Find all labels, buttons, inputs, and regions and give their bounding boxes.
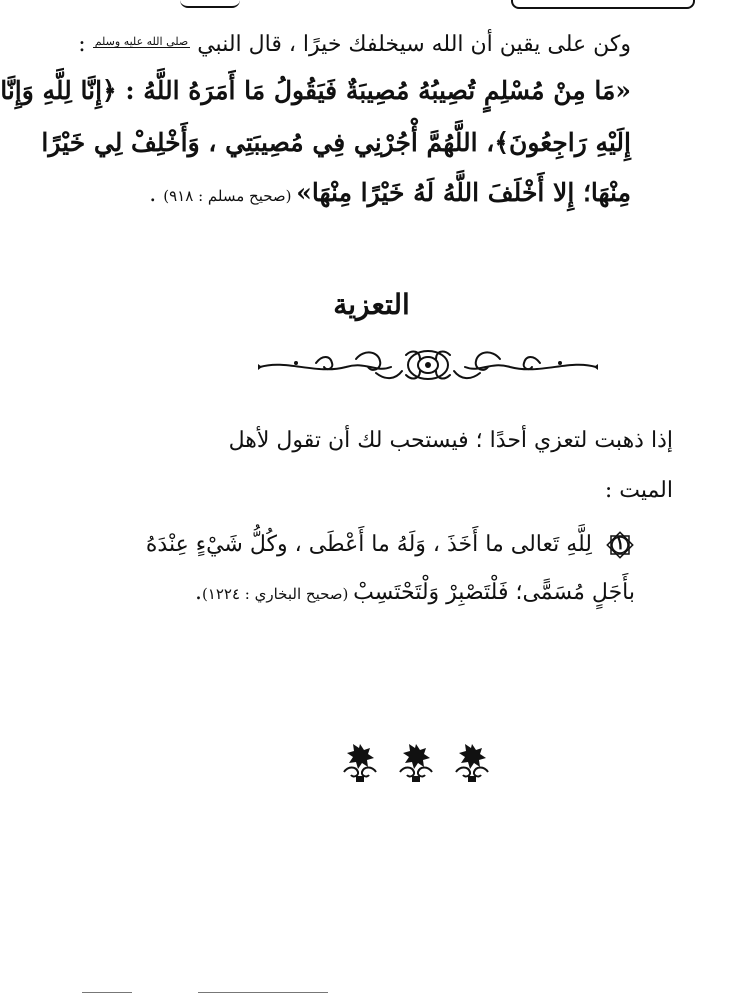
decorative-divider-icon	[256, 345, 600, 385]
condolence-line-1: إذا ذهبت لتعزي أحدًا ؛ فيستحب لك أن تقول لأهل	[228, 428, 673, 453]
intro-colon: :	[78, 32, 86, 57]
end-period: .	[149, 182, 164, 207]
intro-line	[78, 32, 631, 57]
hadith-paragraph	[0, 32, 631, 222]
floral-end-ornament-icon	[338, 742, 494, 784]
dua-text-2: بأَجَلٍ مُسَمًّى؛ فَلْتَصْبِرْ وَلْتَحْتَسِبْ	[353, 580, 635, 605]
octagram-number-badge-icon	[605, 530, 635, 560]
source-reference: (صحيح البخاري : ١٢٢٤)	[201, 585, 354, 603]
page-header-frame	[511, 0, 695, 9]
condolence-dua	[15, 530, 635, 630]
hadith-line-1: «مَا مِنْ مُسْلِمٍ تُصِيبُهُ مُصِيبَةٌ فَيَقُولُ مَا أَمَرَهُ اللَّهُ : ﴿إِنَّا لِلَّهِ وَإِنَّا	[0, 76, 631, 105]
honorific-sign: صلى الله عليه وسلم	[94, 35, 189, 48]
intro-text: وكن على يقين أن الله سيخلفك خيرًا ، قال النبي	[197, 32, 631, 57]
section-heading: التعزية	[333, 288, 410, 321]
condolence-intro	[33, 428, 673, 518]
dua-line-2	[195, 580, 635, 605]
source-reference: (صحيح مسلم : ٩١٨)	[163, 187, 297, 205]
page-edge-mark	[180, 0, 240, 8]
footer-rule	[198, 992, 328, 993]
hadith-line-2: إِلَيْهِ رَاجِعُونَ﴾، اللَّهُمَّ أْجُرْنِي فِي مُصِيبَتِي ، وَأَخْلِفْ لِي خَيْرًا	[41, 128, 631, 157]
hadith-ending: مِنْهَا؛ إِلا أَخْلَفَ اللَّهُ لَهُ خَيْرًا مِنْهَا»	[296, 178, 631, 207]
end-period: .	[194, 580, 202, 605]
footer-rule	[82, 992, 132, 993]
condolence-line-2: الميت :	[604, 478, 673, 503]
dua-line-1	[146, 530, 635, 560]
item-number: ١	[615, 533, 625, 554]
dua-text-1: لِلَّهِ تَعالى ما أَخَذَ ، وَلَهُ ما أَعْطَى ، وكُلُّ شَيْءٍ عِنْدَهُ	[145, 532, 592, 557]
hadith-line-3	[149, 178, 631, 207]
